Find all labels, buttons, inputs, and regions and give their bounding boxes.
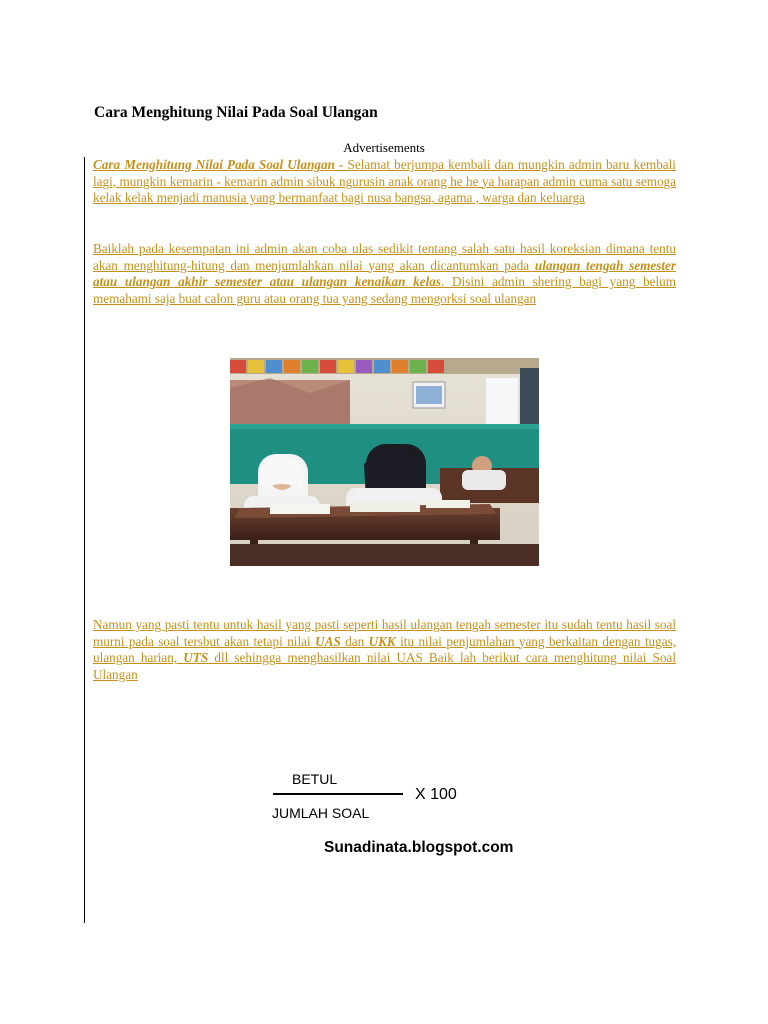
- intro-lead[interactable]: Cara Menghitung Nilai Pada Soal Ulangan -: [93, 157, 344, 172]
- intro-paragraph[interactable]: [93, 157, 676, 207]
- blog-watermark: Sunadinata.blogspot.com: [324, 839, 514, 856]
- advertisements-label: Advertisements: [343, 140, 425, 155]
- closing-paragraph[interactable]: [93, 617, 676, 683]
- ukk-term[interactable]: UKK: [368, 633, 396, 649]
- score-formula-image: [262, 768, 542, 868]
- uts-term[interactable]: UTS: [183, 650, 209, 666]
- intro-text[interactable]: Selamat berjumpa kembali dan mungkin admin baru kembali lagi, mungkin kemarin - kemarin admin sibuk ngurusin anak orang he he ya harapan admin cuma satu semoga kelak kelak menjadi manusia yang bermanfaat bagi nusa bangsa, agama , warga dan keluarga: [93, 157, 676, 206]
- formula-multiplier: X 100: [415, 786, 457, 803]
- classroom-photo: [230, 358, 539, 566]
- margin-line: [84, 157, 85, 923]
- exam-types-emphasis[interactable]: ulangan tengah semester atau ulangan akhir semester atau ulangan kenaikan kelas: [93, 257, 676, 290]
- closing-text-a[interactable]: Namun yang pasti tentu untuk hasil yang pasti seperti hasil ulangan tengah semester itu sudah tentu hasil soal murni pada soal tersbut akan tetapi nilai: [93, 617, 676, 649]
- explanation-text-a[interactable]: Baiklah pada kesempatan ini admin akan coba ulas sedikit tentang salah satu hasil koreksian dimana tentu akan menghitung-hitung dan menjumlahkan nilai yang akan dicantumkan pada: [93, 241, 676, 273]
- fraction-bar: [273, 793, 403, 795]
- formula-numerator: BETUL: [292, 771, 338, 787]
- formula-denominator: JUMLAH SOAL: [272, 805, 370, 821]
- closing-text-b[interactable]: dan: [340, 633, 369, 649]
- explanation-text-b[interactable]: . Disini admin shering bagi yang belum memahami saja buat calon guru atau orang tua yang sedang mengorksi soal ulangan: [93, 274, 676, 306]
- uas-term[interactable]: UAS: [315, 633, 341, 649]
- article-title: Cara Menghitung Nilai Pada Soal Ulangan: [94, 104, 378, 121]
- explanation-paragraph[interactable]: [93, 241, 676, 307]
- closing-text-c[interactable]: itu nilai penjumlahan yang berkaitan dengan tugas, ulangan harian,: [93, 633, 677, 666]
- closing-text-d[interactable]: dll sehingga menghasilkan nilai UAS Baik lah berikut cara menghitung nilai Soal Ulangan: [93, 650, 676, 682]
